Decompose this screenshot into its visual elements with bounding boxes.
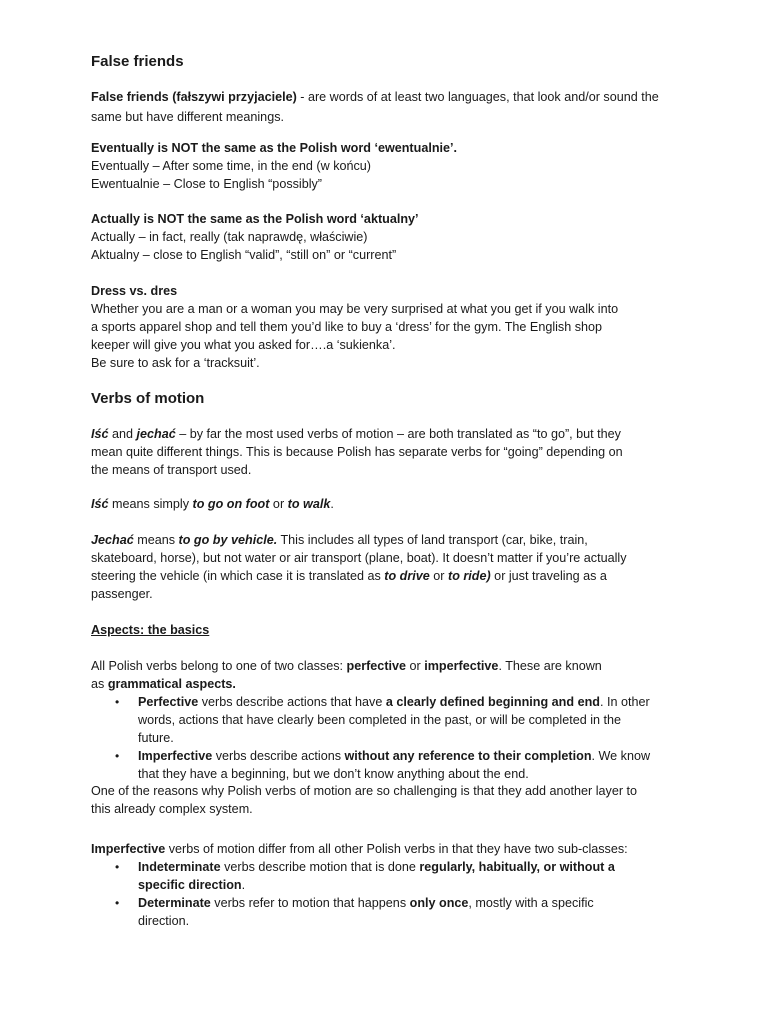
list-item-imperfective xyxy=(91,747,711,783)
definition-text-2: same but have different meanings. xyxy=(91,110,284,124)
ewentualnie-line: Ewentualnie – Close to English “possibly” xyxy=(91,177,323,191)
phrase-to-drive: to drive xyxy=(384,569,430,583)
perfective-text-3: words, actions that have clearly been completed in the past, or will be completed in the xyxy=(138,713,622,727)
determinate-bold: only once xyxy=(409,896,469,910)
text-or-2: or xyxy=(429,569,448,583)
term-indeterminate: Indeterminate xyxy=(138,860,221,874)
term-isc: Iść xyxy=(91,427,109,441)
jechac-text-3b: or just traveling as a xyxy=(490,569,607,583)
verbs-intro-text: – by far the most used verbs of motion – are both translated as “to go”, but they xyxy=(175,427,621,441)
term-grammatical-aspects: grammatical aspects. xyxy=(107,677,236,691)
complexity-line-1: One of the reasons why Polish verbs of motion are so challenging is that they add another layer to xyxy=(91,784,638,798)
complexity-paragraph xyxy=(91,782,711,818)
indeterminate-bold-1: regularly, habitually, or without a xyxy=(419,860,615,874)
term-imperfective-3: Imperfective xyxy=(91,842,166,856)
definition-text: - are words of at least two languages, that look and/or sound the xyxy=(296,90,659,104)
jechac-text-4: passenger. xyxy=(91,587,153,601)
term-determinate: Determinate xyxy=(138,896,211,910)
imperfective-text-3: that they have a beginning, but we don’t know anything about the end. xyxy=(138,767,529,781)
dress-heading: Dress vs. dres xyxy=(91,284,178,298)
imperfective-text-2: . We know xyxy=(591,749,651,763)
eventually-heading: Eventually is NOT the same as the Polish word ‘ewentualnie’. xyxy=(91,141,458,155)
perfective-text-4: future. xyxy=(138,731,174,745)
aktualny-line: Aktualny – close to English “valid”, “still on” or “current” xyxy=(91,248,397,262)
text-or: or xyxy=(269,497,288,511)
aspects-intro xyxy=(91,657,711,693)
determinate-text-3: direction. xyxy=(138,914,190,928)
aspects-text-1: All Polish verbs belong to one of two classes: xyxy=(91,659,347,673)
indeterminate-bold-2: specific direction xyxy=(138,878,242,892)
heading-false-friends: False friends xyxy=(91,53,184,70)
phrase-go-on-foot: to go on foot xyxy=(192,497,270,511)
term-perfective-2: Perfective xyxy=(138,695,199,709)
complexity-line-2: this already complex system. xyxy=(91,802,253,816)
perfective-text-1: verbs describe actions that have xyxy=(198,695,386,709)
dress-line-1: Whether you are a man or a woman you may be very surprised at what you get if you walk into xyxy=(91,302,619,316)
perfective-text-2: . In other xyxy=(599,695,650,709)
text-or-3: or xyxy=(406,659,425,673)
phrase-to-ride: to ride) xyxy=(448,569,491,583)
list-item-indeterminate xyxy=(91,858,711,894)
perfective-bold: a clearly defined beginning and end xyxy=(385,695,600,709)
aspects-list xyxy=(91,693,711,783)
dress-block xyxy=(91,282,711,372)
bullet-icon: • xyxy=(115,695,120,709)
text-means-2: means xyxy=(133,533,179,547)
list-item-perfective xyxy=(91,693,711,747)
text-period-2: . xyxy=(241,878,246,892)
eventually-line: Eventually – After some time, in the end (w końcu) xyxy=(91,159,371,173)
list-item-determinate xyxy=(91,894,711,930)
verbs-intro-paragraph xyxy=(91,425,711,479)
jechac-text-1: This includes all types of land transport (car, bike, train, xyxy=(277,533,588,547)
false-friends-definition xyxy=(91,88,711,126)
heading-verbs-of-motion: Verbs of motion xyxy=(91,390,205,407)
dress-line-4: Be sure to ask for a ‘tracksuit’. xyxy=(91,356,260,370)
actually-heading: Actually is NOT the same as the Polish word ‘aktualny’ xyxy=(91,212,419,226)
subclasses-list xyxy=(91,858,711,930)
term-imperfective-2: Imperfective xyxy=(138,749,213,763)
bullet-icon: • xyxy=(115,896,120,910)
verbs-intro-line-2: mean quite different things. This is because Polish has separate verbs for “going” depending on xyxy=(91,445,623,459)
bullet-icon: • xyxy=(115,749,120,763)
determinate-text-2: , mostly with a specific xyxy=(468,896,594,910)
term-false-friends: False friends (fałszywi przyjaciele) xyxy=(91,90,297,104)
subclasses-text: verbs of motion differ from all other Polish verbs in that they have two sub-classes: xyxy=(165,842,628,856)
verbs-intro-line-3: the means of transport used. xyxy=(91,463,252,477)
jechac-text-3: steering the vehicle (in which case it is translated as xyxy=(91,569,385,583)
phrase-go-by-vehicle: to go by vehicle. xyxy=(178,533,278,547)
isc-paragraph xyxy=(91,495,711,513)
actually-line: Actually – in fact, really (tak naprawdę, właściwie) xyxy=(91,230,368,244)
term-perfective: perfective xyxy=(346,659,407,673)
term-jechac: jechać xyxy=(136,427,176,441)
jechac-paragraph xyxy=(91,531,711,603)
imperfective-text-1: verbs describe actions xyxy=(212,749,345,763)
indeterminate-text-1: verbs describe motion that is done xyxy=(220,860,420,874)
aspects-title: Aspects: the basics xyxy=(91,623,210,637)
text-means: means simply xyxy=(108,497,193,511)
phrase-to-walk: to walk xyxy=(287,497,331,511)
eventually-block xyxy=(91,139,711,193)
actually-block xyxy=(91,210,711,264)
heading-aspects xyxy=(91,621,711,639)
determinate-text-1: verbs refer to motion that happens xyxy=(210,896,410,910)
term-jechac-2: Jechać xyxy=(91,533,134,547)
term-isc-2: Iść xyxy=(91,497,109,511)
imperfective-bold: without any reference to their completion xyxy=(344,749,592,763)
dress-line-2: a sports apparel shop and tell them you’d like to buy a ‘dress’ for the gym. The English shop xyxy=(91,320,603,334)
text-as: as xyxy=(91,677,108,691)
dress-line-3: keeper will give you what you asked for….a ‘sukienka’. xyxy=(91,338,396,352)
subclasses-paragraph xyxy=(91,840,711,858)
aspects-text-2: . These are known xyxy=(498,659,602,673)
term-imperfective: imperfective xyxy=(424,659,499,673)
text-and: and xyxy=(108,427,137,441)
bullet-icon: • xyxy=(115,860,120,874)
text-period: . xyxy=(330,497,334,511)
jechac-text-2: skateboard, horse), but not water or air transport (plane, boat). It doesn’t matter if you’re actually xyxy=(91,551,627,565)
